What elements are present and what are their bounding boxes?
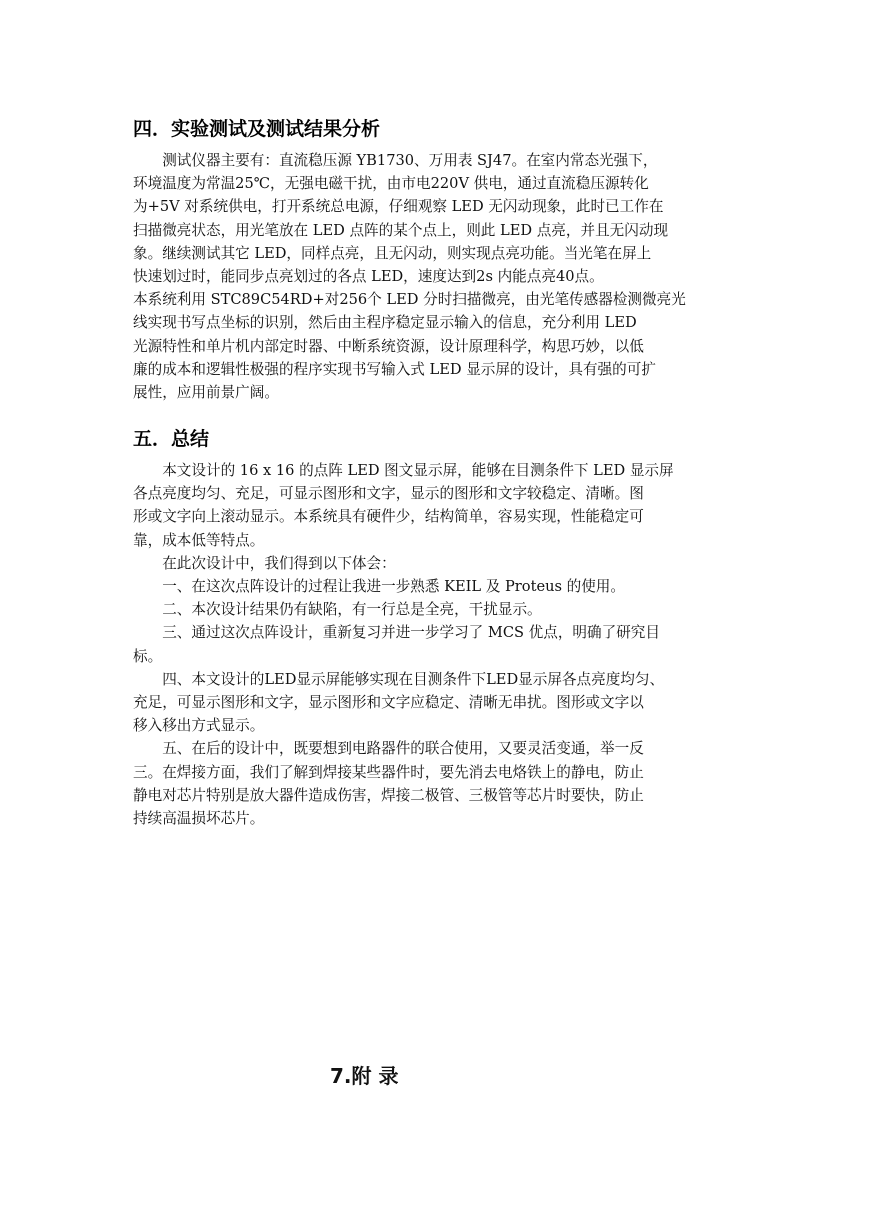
section-5-text-line: 静电对芯片特别是放大器件造成伤害，焊接二极管、三极管等芯片时要快，防止 bbox=[133, 786, 644, 804]
section-5-text-line: 五、在后的设计中，既要想到电路器件的联合使用，又要灵活变通，举一反 bbox=[133, 740, 644, 758]
section-5-text-line: 移入移出方式显示。 bbox=[133, 717, 265, 735]
section-5-text-line: 充足，可显示图形和文字，显示图形和文字应稳定、清晰无串扰。图形或文字以 bbox=[133, 694, 644, 711]
section-5-heading: 五．总结 bbox=[133, 428, 210, 450]
section-4-heading: 四．实验测试及测试结果分析 bbox=[133, 118, 381, 140]
section-4-text-line: 廉的成本和逻辑性极强的程序实现书写输入式 LED 显示屏的设计，具有强的可扩 bbox=[133, 360, 656, 378]
section-5-text-line: 标。 bbox=[133, 647, 163, 665]
section-5-text-line: 在此次设计中，我们得到以下体会： bbox=[133, 554, 396, 572]
section-5-text-line: 各点亮度均匀、充足，可显示图形和文字，显示的图形和文字较稳定、清晰。图 bbox=[133, 485, 644, 503]
section-4-text-line: 本系统利用 STC89C54RD+对256个 LED 分时扫描微亮，由光笔传感器检测微亮光 bbox=[133, 291, 686, 309]
section-5-text-line: 四、本文设计的LED显示屏能够实现在目测条件下LED显示屏各点亮度均匀、 bbox=[133, 670, 665, 688]
section-5-text-line: 本文设计的 16 x 16 的点阵 LED 图文显示屏，能够在目测条件下 LED 显示屏 bbox=[133, 462, 674, 479]
section-4-text-line: 光源特性和单片机内部定时器、中断系统资源，设计原理科学，构思巧妙，以低 bbox=[133, 337, 644, 355]
section-5-text-line: 三。在焊接方面，我们了解到焊接某些器件时，要先消去电烙铁上的静电，防止 bbox=[133, 763, 644, 781]
section-5-text-line: 持续高温损坏芯片。 bbox=[133, 810, 265, 827]
section-5-text-line: 靠，成本低等特点。 bbox=[133, 531, 265, 549]
section-4-text-line: 展性，应用前景广阔。 bbox=[133, 384, 279, 401]
section-5-text-line: 二、本次设计结果仍有缺陷，有一行总是全亮，干扰显示。 bbox=[133, 601, 542, 619]
section-4-text-line: 为+5V 对系统供电，打开系统总电源，仔细观察 LED 无闪动现象，此时已工作在 bbox=[133, 198, 664, 216]
section-4-text-line: 环境温度为常温25℃，无强电磁干扰，由市电220V 供电，通过直流稳压源转化 bbox=[133, 175, 649, 193]
section-4-text-line: 线实现书写点坐标的识别，然后由主程序稳定显示输入的信息，充分利用 LED bbox=[133, 314, 637, 332]
section-4-text-line: 测试仪器主要有：直流稳压源 YB1730、万用表 SJ47。在室内常态光强下， bbox=[133, 152, 658, 169]
section-5-text-line: 三、通过这次点阵设计，重新复习并进一步学习了 MCS 优点，明确了研究目 bbox=[133, 624, 660, 642]
section-5-text-line: 一、在这次点阵设计的过程让我进一步熟悉 KEIL 及 Proteus 的使用。 bbox=[133, 578, 625, 595]
section-4-text-line: 扫描微亮状态，用光笔放在 LED 点阵的某个点上，则此 LED 点亮，并且无闪动现 bbox=[133, 221, 669, 239]
appendix-heading: 7.附 录 bbox=[330, 1064, 399, 1088]
section-5-text-line: 形或文字向上滚动显示。本系统具有硬件少，结构简单，容易实现，性能稳定可 bbox=[133, 508, 644, 526]
section-4-text-line: 象。继续测试其它 LED，同样点亮，且无闪动，则实现点亮功能。当光笔在屏上 bbox=[133, 244, 652, 262]
section-4-text-line: 快速划过时，能同步点亮划过的各点 LED，速度达到2s 内能点亮40点。 bbox=[133, 268, 604, 285]
